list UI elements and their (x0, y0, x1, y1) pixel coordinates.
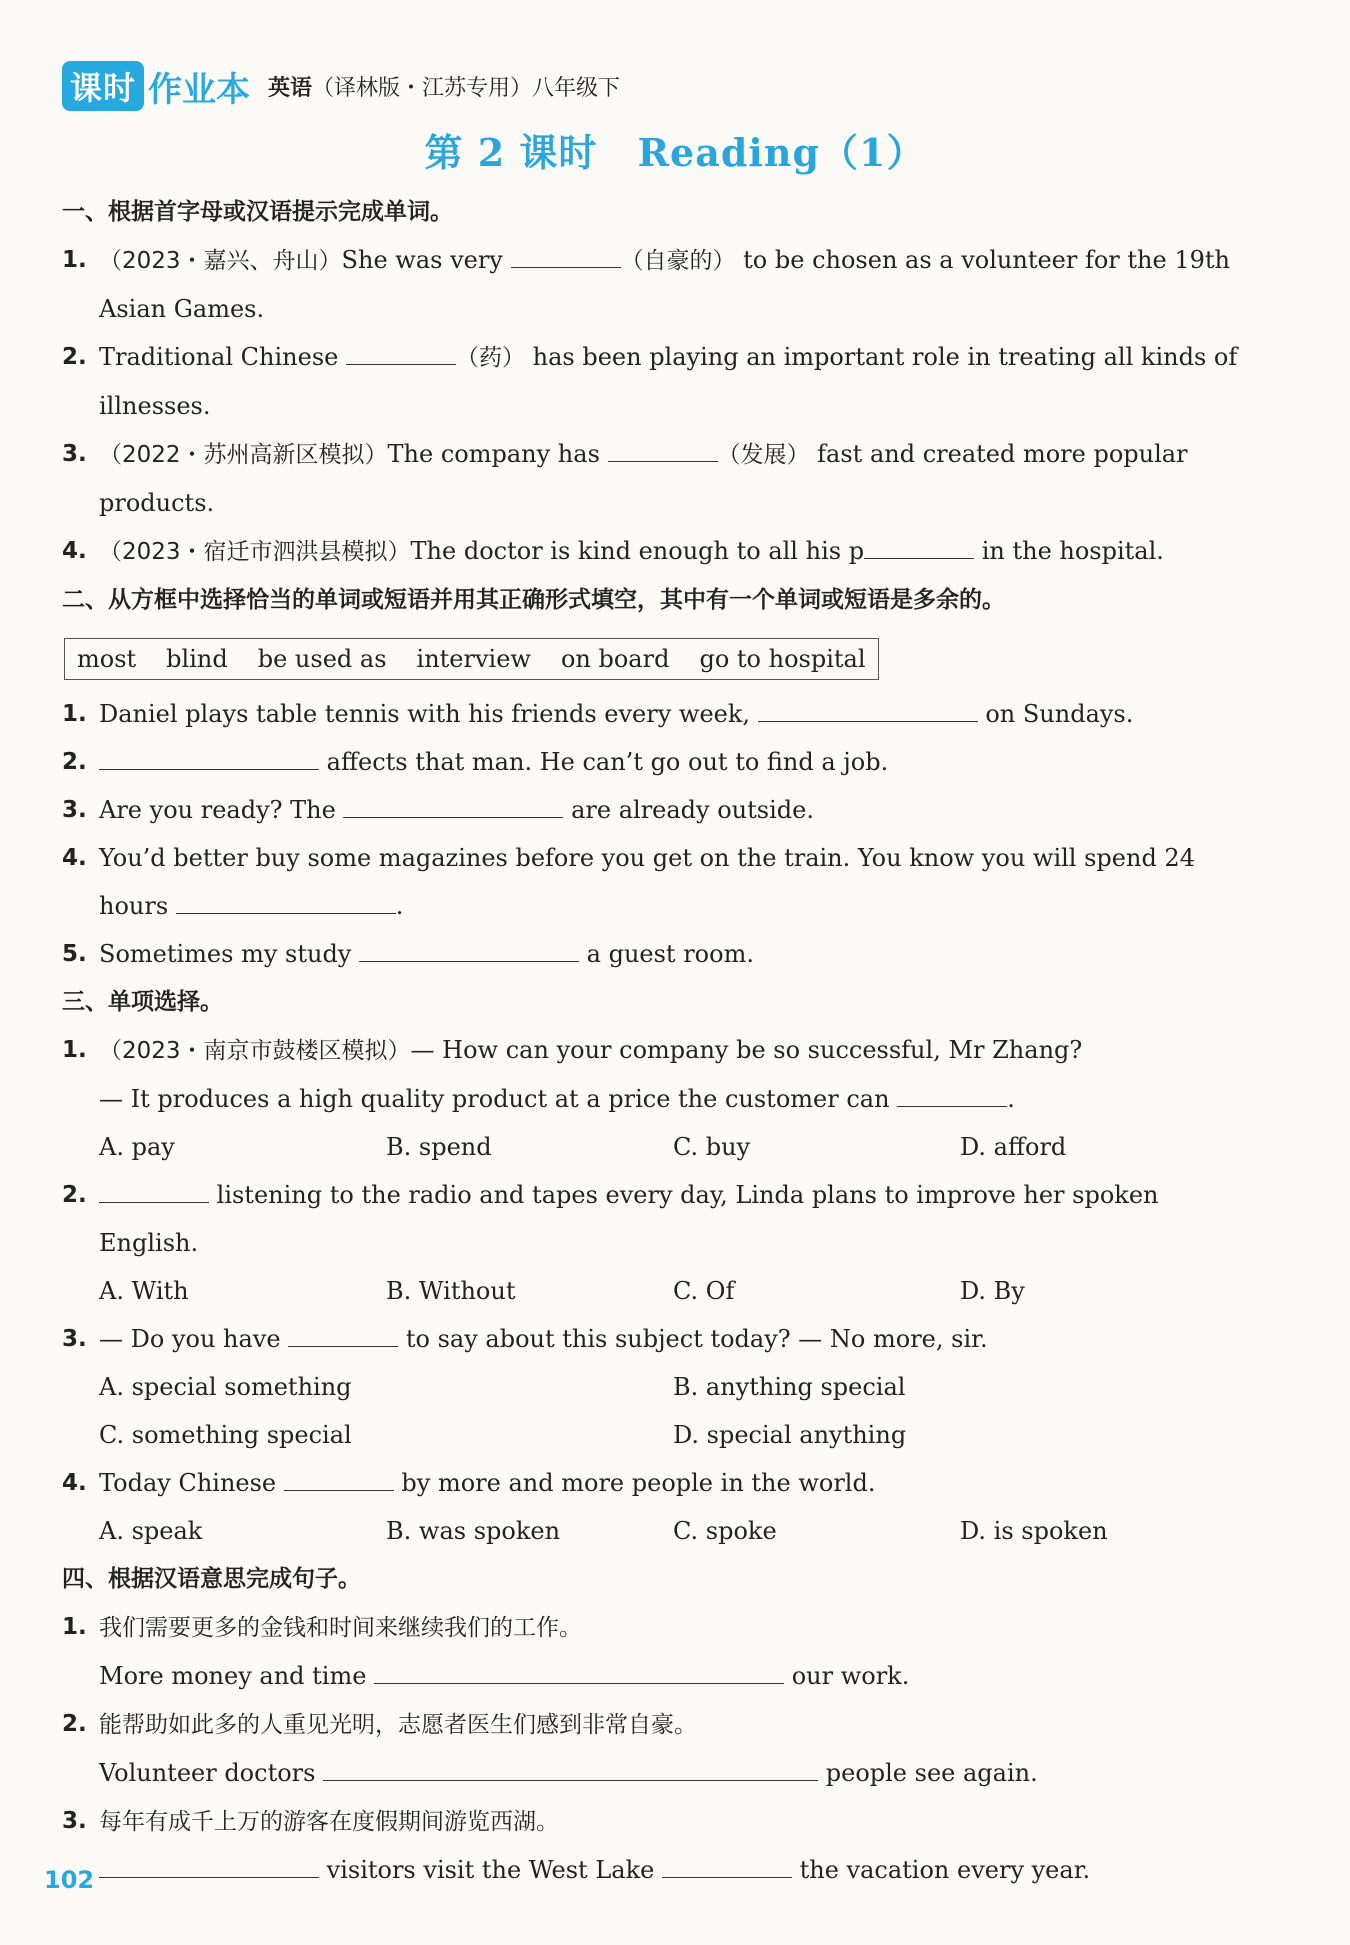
question-text: — How can your company be so successful, Mr Zhang? (410, 1036, 1083, 1064)
option-c[interactable]: C. something special (99, 1421, 352, 1449)
option-d[interactable]: D. By (960, 1277, 1025, 1305)
question-source: （2023・南京市鼓楼区模拟） (99, 1038, 411, 1064)
question-number: 3. (62, 1808, 87, 1834)
answer-blank[interactable] (346, 336, 456, 365)
s3-question-2-options (62, 1267, 1252, 1315)
s4-question-3 (62, 1797, 1252, 1846)
s4-question-3-answer-line (62, 1846, 1252, 1894)
option-b[interactable]: B. spend (386, 1133, 492, 1161)
question-text: She was very (341, 246, 503, 274)
chinese-prompt: 能帮助如此多的人重见光明，志愿者医生们感到非常自豪。 (99, 1712, 697, 1738)
chinese-prompt: 每年有成千上万的游客在度假期间游览西湖。 (99, 1809, 559, 1835)
s4-question-1-answer-line (62, 1652, 1252, 1700)
question-text: affects that man. He can’t go out to find a job. (326, 748, 889, 776)
question-text: More money and time (99, 1662, 367, 1690)
question-number: 1. (62, 701, 87, 727)
s1-question-2-cont: illnesses. (99, 392, 211, 420)
question-text: to say about this subject today? — No more, sir. (405, 1325, 988, 1353)
answer-blank[interactable] (758, 693, 978, 722)
question-number: 2. (62, 1711, 87, 1737)
subject-label: 英语 (268, 75, 313, 101)
question-source: （2022・苏州高新区模拟） (99, 442, 388, 468)
option-c[interactable]: C. Of (673, 1277, 735, 1305)
answer-blank[interactable] (288, 1318, 398, 1347)
answer-blank[interactable] (511, 239, 621, 268)
lesson-number: 第 2 课时 (424, 130, 598, 175)
option-c[interactable]: C. spoke (673, 1517, 777, 1545)
s3-question-1-options (62, 1123, 1252, 1171)
answer-blank[interactable] (343, 789, 563, 818)
s2-question-3 (62, 786, 1252, 834)
answer-blank[interactable] (323, 1752, 818, 1781)
question-text: a guest room. (586, 940, 754, 968)
answer-blank[interactable] (99, 1174, 209, 1203)
question-text: on Sundays. (985, 700, 1134, 728)
s4-question-2-answer-line (62, 1749, 1252, 1797)
s3-question-4 (62, 1459, 1252, 1507)
question-text: in the hospital. (981, 537, 1164, 565)
chinese-prompt: 我们需要更多的金钱和时间来继续我们的工作。 (99, 1615, 582, 1641)
question-text: the vacation every year. (799, 1856, 1091, 1884)
question-text: The doctor is kind enough to all his p (410, 537, 865, 565)
question-text: our work. (791, 1662, 910, 1690)
question-number: 5. (62, 941, 87, 967)
word-bank-item: blind (166, 645, 228, 673)
question-text: fast and created more popular (817, 440, 1188, 468)
word-bank-item: interview (416, 645, 531, 673)
question-number: 4. (62, 1470, 87, 1496)
question-text: You’d better buy some magazines before you get on the train. You know you will spend 24 (99, 844, 1195, 872)
option-b[interactable]: B. Without (386, 1277, 516, 1305)
answer-blank[interactable] (176, 885, 396, 914)
option-d[interactable]: D. afford (960, 1133, 1067, 1161)
s1-question-1-cont: Asian Games. (99, 295, 265, 323)
option-a[interactable]: A. special something (99, 1373, 352, 1401)
section-3-title: 三、单项选择。 (62, 989, 223, 1015)
option-a[interactable]: A. speak (99, 1517, 203, 1545)
lesson-title (0, 122, 1350, 177)
word-bank-item: on board (560, 645, 670, 673)
page-header (62, 62, 620, 110)
s3-question-1 (62, 1026, 1252, 1075)
option-d[interactable]: D. is spoken (960, 1517, 1108, 1545)
question-text: has been playing an important role in treating all kinds of (532, 343, 1238, 371)
question-text: — It produces a high quality product at a price the customer can (99, 1085, 890, 1113)
hint: （药） (455, 345, 525, 371)
question-source: （2023・宿迁市泗洪县模拟） (99, 539, 411, 565)
question-number: 4. (62, 845, 87, 871)
question-number: 4. (62, 538, 87, 564)
option-c[interactable]: C. buy (673, 1133, 751, 1161)
exercise-content (62, 188, 1252, 1894)
answer-blank[interactable] (608, 433, 718, 462)
question-text: — Do you have (99, 1325, 281, 1353)
answer-blank[interactable] (897, 1078, 1007, 1107)
question-number: 1. (62, 1614, 87, 1640)
book-series (268, 71, 620, 102)
s3-question-4-options (62, 1507, 1252, 1555)
brand-logo-a: 课时 (62, 61, 144, 111)
page-number: 102 (44, 1866, 95, 1894)
edition-label: （译林版・江苏专用）八年级下 (312, 75, 621, 101)
section-4-title: 四、根据汉语意思完成句子。 (62, 1566, 361, 1592)
question-number: 3. (62, 441, 87, 467)
section-2-title: 二、从方框中选择恰当的单词或短语并用其正确形式填空，其中有一个单词或短语是多余的。 (62, 587, 1005, 613)
s1-question-3 (62, 430, 1252, 479)
brand-logo-b: 作业本 (148, 69, 251, 110)
question-text: to be chosen as a volunteer for the 19th (743, 246, 1230, 274)
s3-question-2 (62, 1171, 1252, 1267)
option-a[interactable]: A. With (99, 1277, 189, 1305)
question-text: Today Chinese (99, 1469, 277, 1497)
question-number: 2. (62, 1182, 87, 1208)
word-bank-item: most (77, 645, 137, 673)
answer-blank[interactable] (99, 741, 319, 770)
question-text: Are you ready? The (99, 796, 336, 824)
question-text: Daniel plays table tennis with his friends every week, (99, 700, 751, 728)
lesson-topic: Reading（1） (637, 130, 926, 175)
s1-question-3-cont: products. (99, 489, 215, 517)
question-text: people see again. (825, 1759, 1038, 1787)
answer-blank[interactable] (284, 1462, 394, 1491)
option-b[interactable]: B. was spoken (386, 1517, 561, 1545)
question-number: 1. (62, 247, 87, 273)
s2-question-5 (62, 930, 1252, 978)
s1-question-4 (62, 527, 1252, 576)
question-text: listening to the radio and tapes every day, Linda plans to improve her spoken English. (99, 1181, 1159, 1257)
question-number: 2. (62, 749, 87, 775)
section-1-title: 一、根据首字母或汉语提示完成单词。 (62, 199, 453, 225)
s2-question-4-cont (62, 882, 1252, 930)
question-text: by more and more people in the world. (401, 1469, 876, 1497)
option-a[interactable]: A. pay (99, 1133, 175, 1161)
question-text: Traditional Chinese (99, 343, 339, 371)
question-text: visitors visit the West Lake (326, 1856, 655, 1884)
option-b[interactable]: B. anything special (673, 1373, 906, 1401)
question-number: 1. (62, 1037, 87, 1063)
s3-question-1-cont (62, 1075, 1252, 1123)
word-bank-box (64, 638, 879, 680)
s3-question-3-options-row1 (62, 1363, 1252, 1411)
answer-blank[interactable] (374, 1655, 784, 1684)
word-bank-item: be used as (257, 645, 387, 673)
s4-question-2 (62, 1700, 1252, 1749)
question-source: （2023・嘉兴、舟山） (99, 248, 342, 274)
hint: （发展） (717, 442, 810, 468)
s1-question-1 (62, 236, 1252, 285)
punctuation: . (395, 892, 404, 920)
s2-question-2 (62, 738, 1252, 786)
question-text: hours (99, 892, 169, 920)
punctuation: . (1007, 1085, 1015, 1113)
s1-question-2 (62, 333, 1252, 382)
word-bank-item: go to hospital (699, 645, 866, 673)
answer-blank[interactable] (662, 1849, 792, 1878)
answer-blank[interactable] (99, 1849, 319, 1878)
question-number: 2. (62, 344, 87, 370)
s2-question-1 (62, 690, 1252, 738)
question-number: 3. (62, 797, 87, 823)
question-text: Volunteer doctors (99, 1759, 316, 1787)
hint: （自豪的） (620, 248, 736, 274)
question-text: The company has (387, 440, 600, 468)
s4-question-1 (62, 1603, 1252, 1652)
s2-question-4 (62, 834, 1252, 882)
answer-blank[interactable] (864, 530, 974, 559)
question-number: 3. (62, 1326, 87, 1352)
question-text: Sometimes my study (99, 940, 352, 968)
question-text: are already outside. (571, 796, 814, 824)
s3-question-3-options-row2 (62, 1411, 1252, 1459)
answer-blank[interactable] (359, 933, 579, 962)
s3-question-3 (62, 1315, 1252, 1363)
option-d[interactable]: D. special anything (673, 1421, 907, 1449)
